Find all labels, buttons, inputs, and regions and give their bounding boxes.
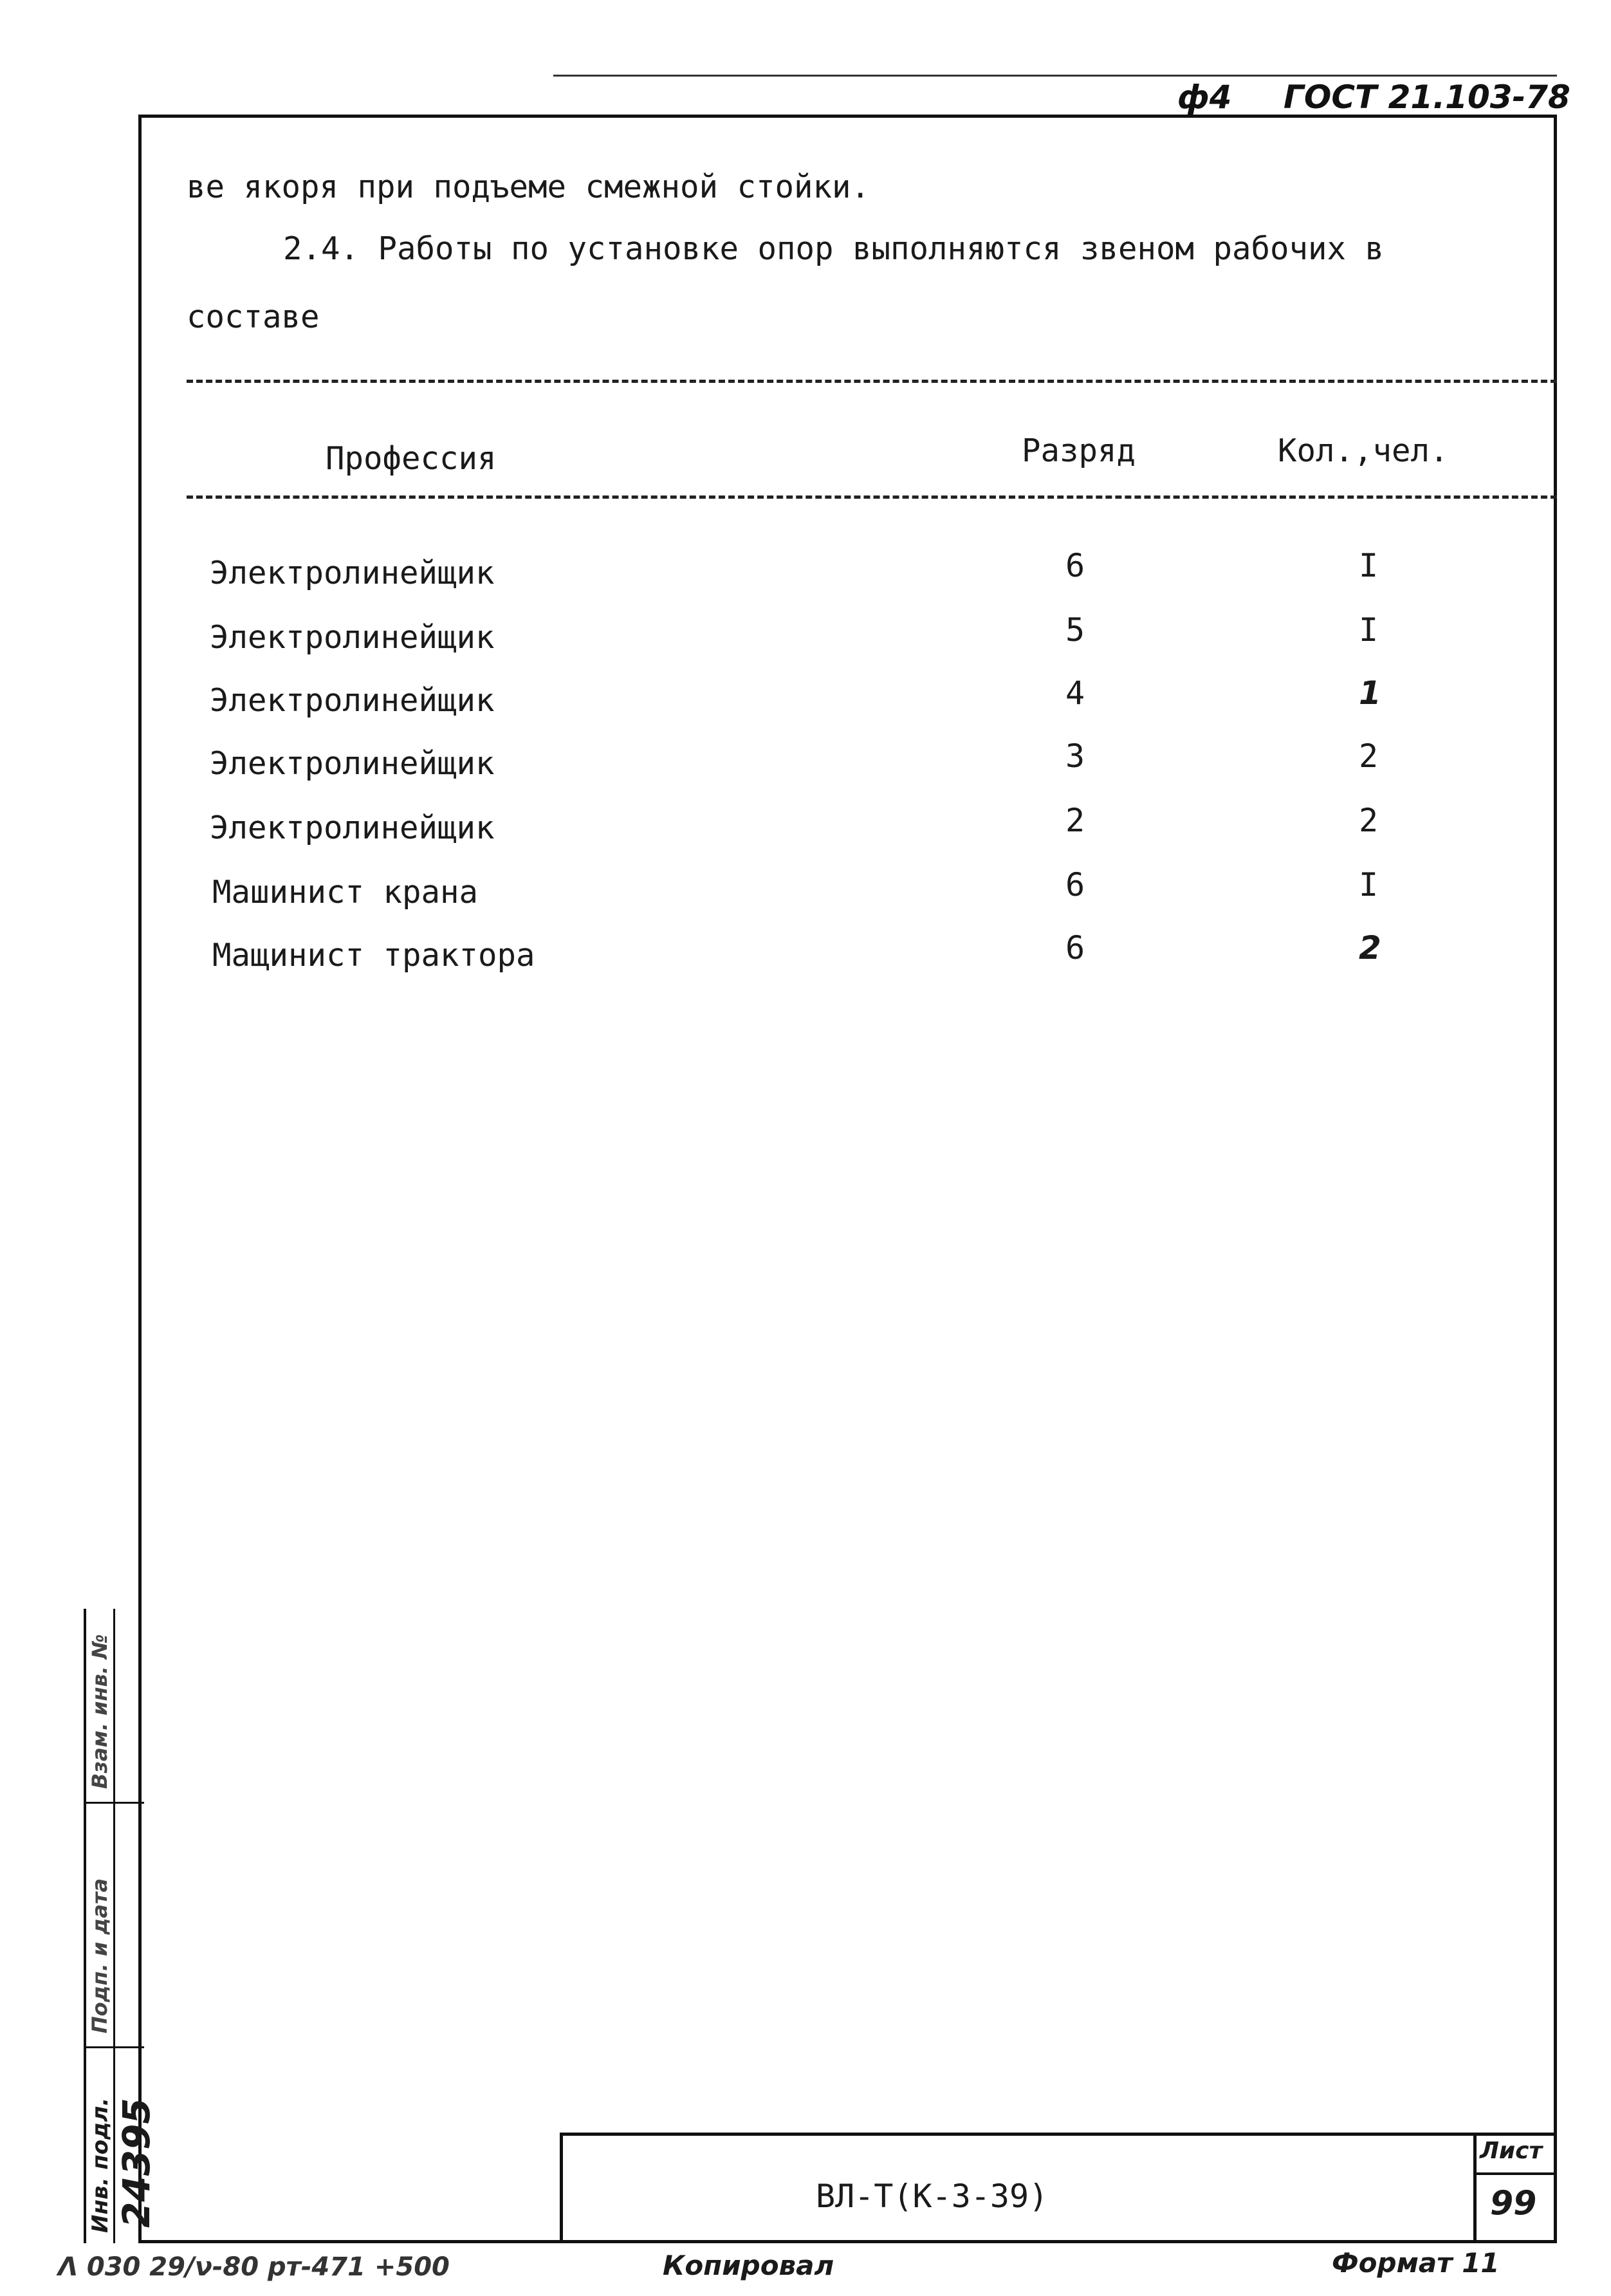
row-profession: Электролинейщик [210,745,495,782]
body-line-3: составе [187,299,320,335]
row-count: I [1359,866,1379,903]
row-grade: 4 [1065,674,1085,712]
format-label: Формат 11 [1332,2247,1500,2279]
row-count: 2 [1359,737,1379,775]
sheet-number: 99 [1490,2184,1537,2223]
header-rule [553,75,1557,77]
row-profession: Электролинейщик [210,810,495,846]
sheet-box-divider [1477,2172,1557,2175]
row-grade: 3 [1065,737,1085,775]
row-count: I [1359,611,1379,649]
title-block [560,2133,1557,2243]
sheet-label: Лист [1480,2138,1543,2164]
header-grade: Разряд [1022,432,1136,469]
row-count: 1 [1359,674,1381,712]
row-profession: Мащинист трактора [212,937,535,974]
row-count: 2 [1359,929,1381,967]
body-line-2: 2.4. Работы по установке опор выполняются звеном рабочих в [283,230,1385,267]
sign-date-label: Подп. и дата [87,1878,112,2033]
table-top-rule [187,380,1557,383]
document-designation: ВЛ-Т(К-3-39) [816,2178,1049,2215]
copied-label: Копировал [663,2250,834,2281]
row-profession: Электролинейщик [210,682,495,719]
row-profession: Электролинейщик [210,619,495,656]
inv-number: 24395 [115,2098,158,2228]
inv-label: Инв. подл. [87,2097,113,2233]
table-header-rule [187,495,1557,499]
side-stamp-divider [86,1802,144,1804]
side-stamp-divider [86,2046,144,2048]
replace-label: Взам. инв. № [87,1634,112,1789]
row-grade: 6 [1065,929,1085,967]
row-grade: 6 [1065,547,1085,584]
standard-code: ГОСТ 21.103-78 [1284,79,1570,116]
header-profession: Профессия [326,440,497,477]
row-profession: Электролинейщик [210,555,495,591]
body-line-1: ве якоря при подъеме смежной стойки. [187,169,870,205]
row-grade: 2 [1065,802,1085,839]
sheet-mark: ф4 [1177,79,1232,116]
row-grade: 5 [1065,611,1085,649]
row-profession: Машинист крана [212,874,479,911]
header-count: Кол.,чел. [1278,432,1449,469]
row-count: 2 [1359,802,1379,839]
row-grade: 6 [1065,866,1085,903]
row-count: I [1359,547,1379,584]
order-number: Λ 030 29/ν-80 рт-471 +500 [58,2252,450,2282]
